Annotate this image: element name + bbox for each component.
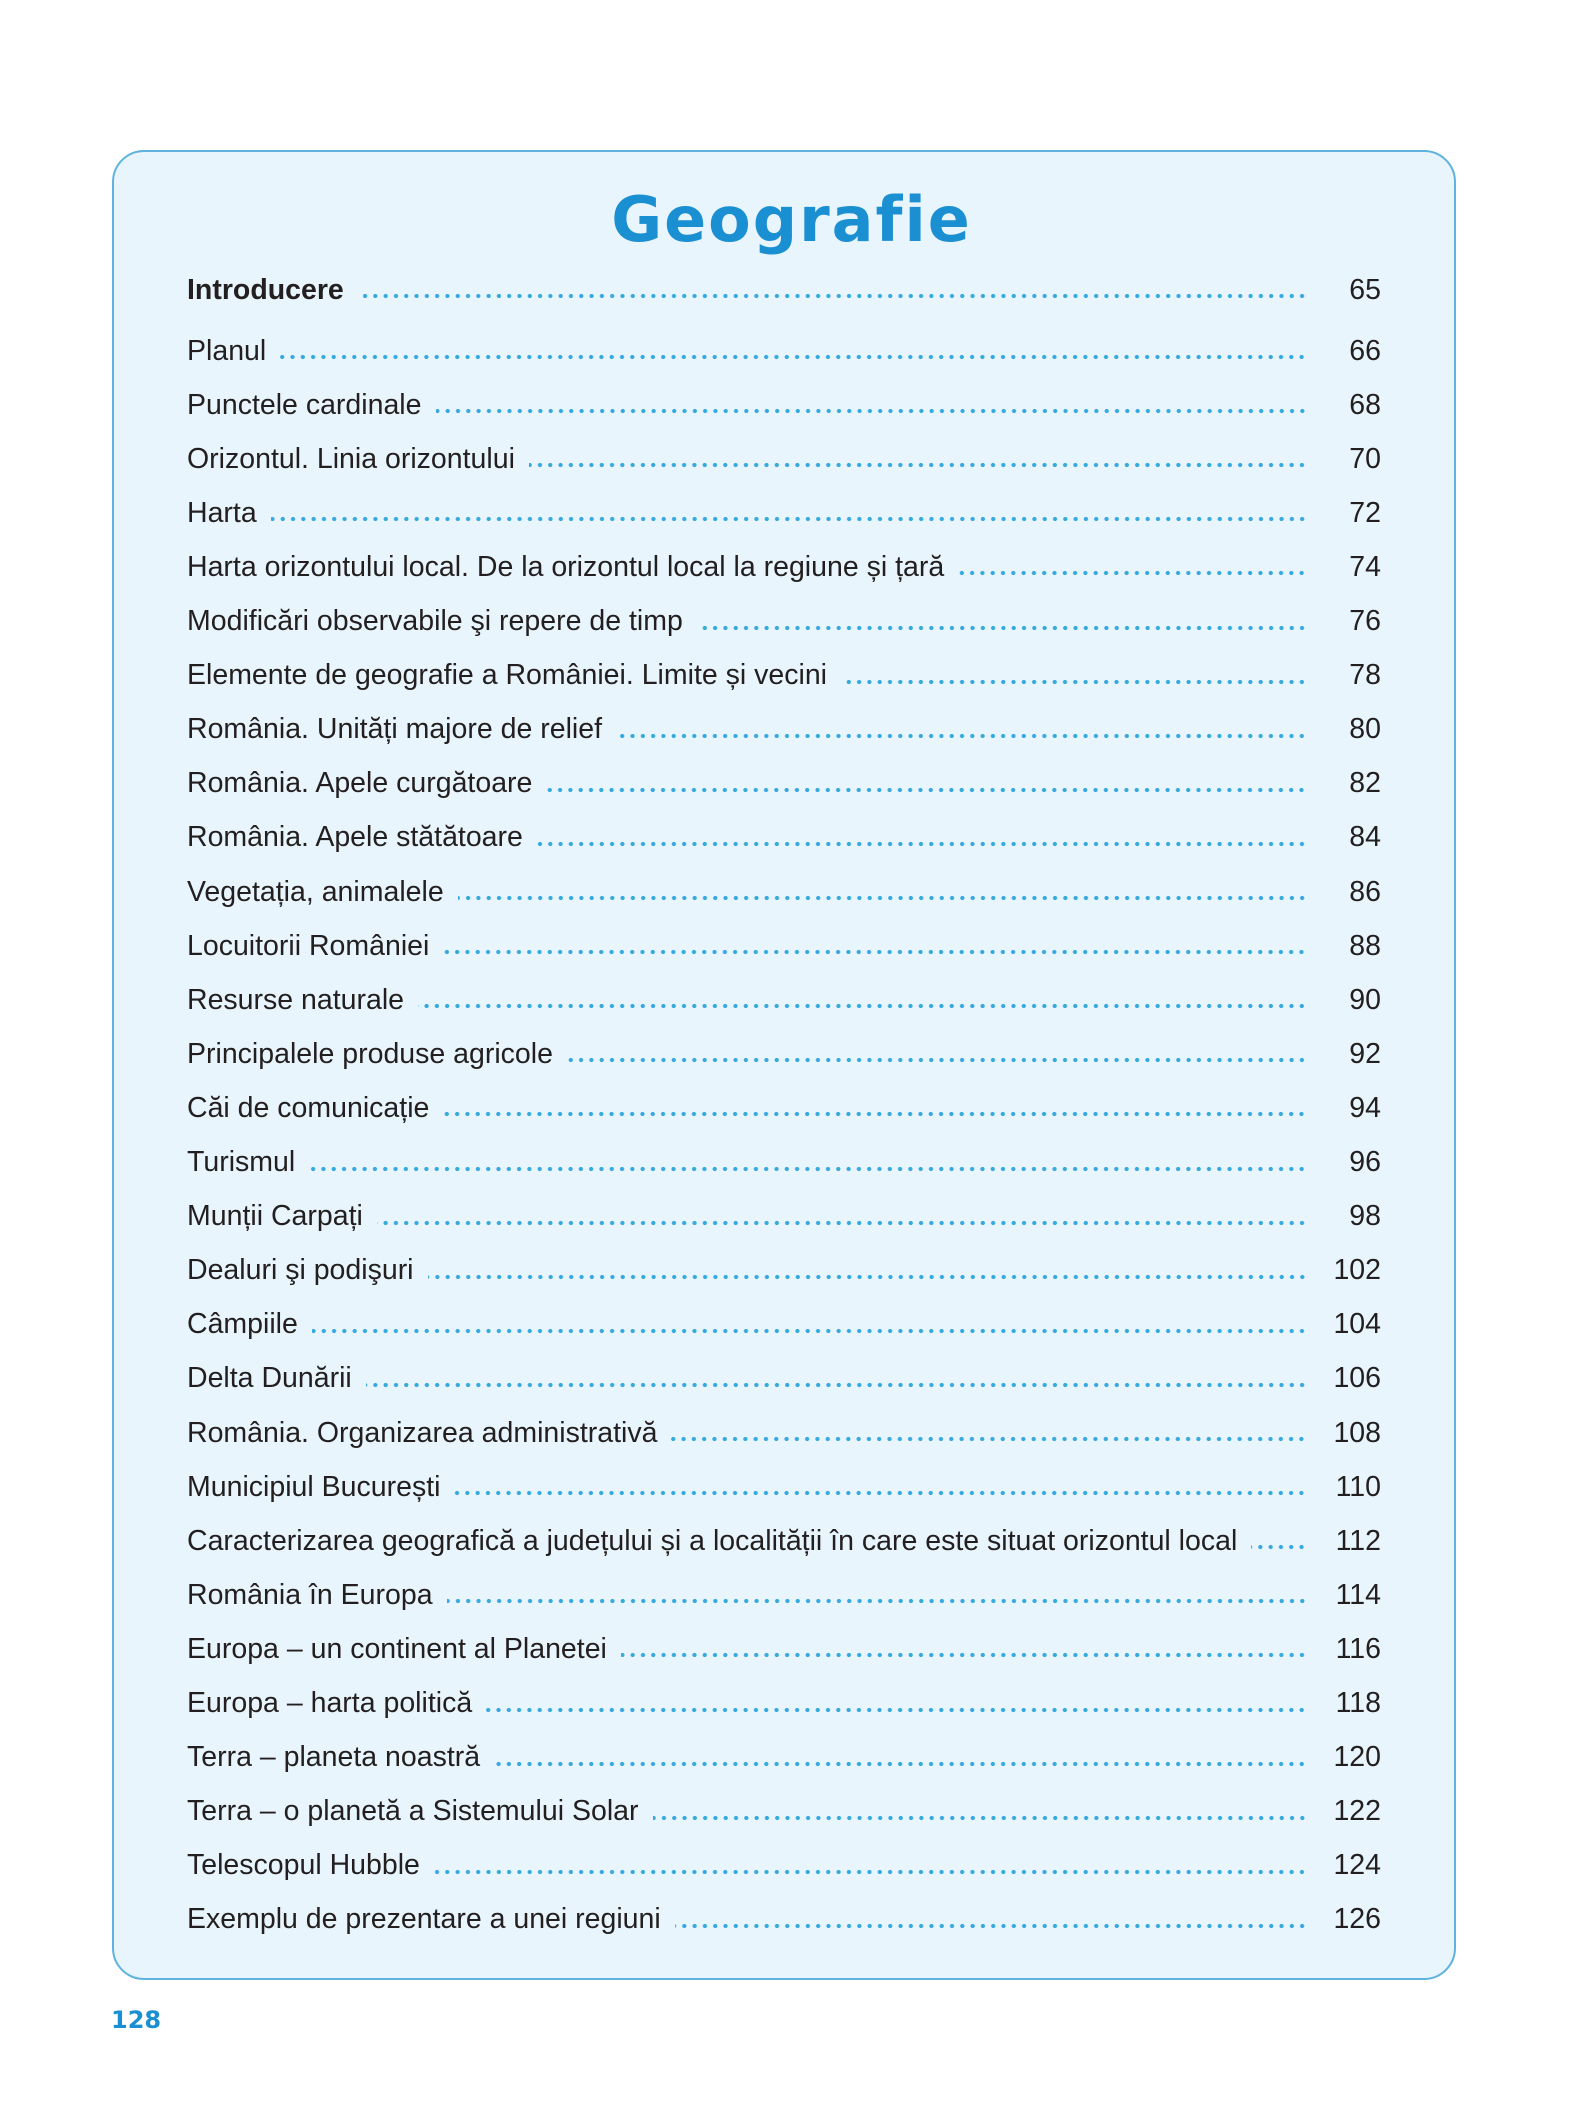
toc-entry-label: Municipiul București bbox=[187, 1470, 441, 1503]
dot-leader bbox=[271, 511, 1307, 527]
dot-leader bbox=[454, 1485, 1307, 1501]
toc-entry-label: Terra – planeta noastră bbox=[187, 1741, 481, 1774]
toc-entry-page: 72 bbox=[1349, 496, 1381, 529]
toc-entry-page: 86 bbox=[1349, 875, 1381, 908]
toc-entry[interactable] bbox=[187, 651, 1381, 701]
toc-entry[interactable] bbox=[187, 867, 1381, 917]
toc-entry-label: Caracterizarea geografică a județului și a localității în care este situat orizontul local bbox=[187, 1524, 1238, 1557]
toc-entry-label: Elemente de geografie a României. Limite și vecini bbox=[187, 659, 827, 692]
toc-entry[interactable] bbox=[187, 1570, 1381, 1620]
toc-entry-page: 90 bbox=[1349, 983, 1381, 1016]
toc-entry[interactable] bbox=[187, 488, 1381, 538]
toc-entry-page: 66 bbox=[1349, 334, 1381, 367]
dot-leader bbox=[312, 1323, 1307, 1339]
toc-entry[interactable] bbox=[187, 1408, 1381, 1458]
dot-leader bbox=[1251, 1539, 1307, 1555]
toc-entry[interactable] bbox=[187, 1246, 1381, 1296]
toc-entry[interactable] bbox=[187, 1841, 1381, 1891]
dot-leader bbox=[675, 1918, 1307, 1934]
toc-entry-label: Europa – harta politică bbox=[187, 1687, 473, 1719]
toc-entry-page: 80 bbox=[1349, 713, 1381, 746]
dot-leader bbox=[529, 457, 1307, 473]
toc-entry[interactable] bbox=[187, 921, 1381, 971]
dot-leader bbox=[377, 1215, 1307, 1231]
toc-entry[interactable] bbox=[187, 1354, 1381, 1404]
toc-entry-label: Punctele cardinale bbox=[187, 388, 422, 421]
toc-entry-page: 104 bbox=[1333, 1308, 1381, 1341]
toc-entry[interactable] bbox=[187, 1679, 1381, 1729]
toc-entry-label: Exemplu de prezentare a unei regiuni bbox=[187, 1903, 661, 1936]
dot-leader bbox=[621, 1647, 1307, 1663]
toc-entry-label: Câmpiile bbox=[187, 1308, 298, 1341]
toc-entry[interactable] bbox=[187, 1138, 1381, 1188]
footer-page-number: 128 bbox=[111, 2006, 162, 2034]
dot-leader bbox=[671, 1431, 1307, 1447]
dot-leader bbox=[428, 1269, 1307, 1285]
toc-entry-label: România în Europa bbox=[187, 1578, 433, 1611]
toc-entry-page: 110 bbox=[1335, 1470, 1381, 1503]
dot-leader bbox=[958, 565, 1307, 581]
toc-entry[interactable] bbox=[187, 1733, 1381, 1783]
toc-entry-page: 65 bbox=[1349, 273, 1381, 306]
dot-leader bbox=[494, 1756, 1307, 1772]
dot-leader bbox=[443, 944, 1307, 960]
dot-leader bbox=[280, 349, 1307, 365]
toc-entry-page: 102 bbox=[1333, 1254, 1381, 1287]
toc-entry-label: Europa – un continent al Planetei bbox=[187, 1632, 607, 1665]
toc-entry-label: Locuitorii României bbox=[187, 929, 430, 962]
dot-leader bbox=[434, 1864, 1307, 1880]
dot-leader bbox=[447, 1593, 1307, 1609]
toc-entry-label: Planul bbox=[187, 334, 267, 367]
toc-entry-page: 108 bbox=[1333, 1416, 1381, 1449]
toc-entry-label: România. Apele curgătoare bbox=[187, 767, 533, 800]
toc-entry[interactable] bbox=[187, 759, 1381, 809]
toc-entry[interactable] bbox=[187, 326, 1381, 376]
toc-entry-label: România. Organizarea administrativă bbox=[187, 1416, 658, 1449]
toc-entry[interactable] bbox=[187, 1787, 1381, 1837]
toc-entry-page: 126 bbox=[1333, 1903, 1381, 1936]
toc-entry[interactable] bbox=[187, 705, 1381, 755]
toc-entry[interactable] bbox=[187, 1029, 1381, 1079]
dot-leader bbox=[436, 403, 1308, 419]
toc-entry-label: Introducere bbox=[187, 273, 344, 306]
toc-entry-label: Dealuri şi podişuri bbox=[187, 1254, 414, 1287]
toc-entry-label: Turismul bbox=[187, 1146, 296, 1178]
dot-leader bbox=[366, 1377, 1307, 1393]
dot-leader bbox=[458, 890, 1307, 906]
dot-leader bbox=[486, 1702, 1307, 1718]
toc-entry-page: 70 bbox=[1349, 442, 1381, 475]
toc-entry[interactable] bbox=[187, 975, 1381, 1025]
dot-leader bbox=[546, 782, 1307, 798]
dot-leader bbox=[443, 1106, 1307, 1122]
toc-entry-label: Resurse naturale bbox=[187, 983, 405, 1016]
dot-leader bbox=[616, 728, 1307, 744]
toc-entry-page: 92 bbox=[1349, 1037, 1381, 1070]
dot-leader bbox=[537, 836, 1307, 852]
dot-leader bbox=[358, 288, 1307, 304]
toc-entry-page: 88 bbox=[1349, 929, 1381, 962]
toc-entry-page: 122 bbox=[1333, 1795, 1381, 1828]
toc-entry-label: Terra – o planetă a Sistemului Solar bbox=[187, 1795, 639, 1828]
toc-entry-page: 106 bbox=[1333, 1362, 1381, 1395]
toc-entry[interactable] bbox=[187, 1516, 1381, 1566]
dot-leader bbox=[697, 620, 1307, 636]
toc-entry[interactable] bbox=[187, 380, 1381, 430]
toc-entry-label: Căi de comunicație bbox=[187, 1091, 430, 1124]
toc-entry[interactable] bbox=[187, 1192, 1381, 1242]
toc-entry-label: Harta orizontului local. De la orizontul local la regiune și țară bbox=[187, 550, 945, 583]
toc-entry-page: 78 bbox=[1349, 659, 1381, 692]
toc-entry-page: 124 bbox=[1333, 1849, 1381, 1882]
toc-entry-page: 96 bbox=[1349, 1146, 1381, 1178]
toc-entry-page: 68 bbox=[1349, 388, 1381, 421]
toc-entry[interactable] bbox=[187, 1895, 1381, 1945]
toc-entry-page: 74 bbox=[1349, 550, 1381, 583]
toc-entry-label: România. Apele stătătoare bbox=[187, 821, 523, 854]
toc-entry[interactable] bbox=[187, 434, 1381, 484]
toc-entry-page: 76 bbox=[1349, 605, 1381, 637]
toc-entry-label: Orizontul. Linia orizontului bbox=[187, 442, 515, 475]
toc-entry-page: 118 bbox=[1335, 1687, 1381, 1719]
toc-entry-page: 116 bbox=[1335, 1632, 1381, 1665]
dot-leader bbox=[653, 1810, 1308, 1826]
toc-entry-label: Munții Carpați bbox=[187, 1200, 363, 1233]
toc-entry[interactable] bbox=[187, 1462, 1381, 1512]
toc-entry[interactable] bbox=[187, 1300, 1381, 1350]
toc-entry-page: 84 bbox=[1349, 821, 1381, 854]
toc-entry-label: Harta bbox=[187, 496, 257, 529]
dot-leader bbox=[567, 1052, 1307, 1068]
dot-leader bbox=[418, 998, 1307, 1014]
toc-entry-label: Telescopul Hubble bbox=[187, 1849, 420, 1882]
toc-entry-label: Principalele produse agricole bbox=[187, 1037, 553, 1070]
toc-entry-page: 114 bbox=[1335, 1578, 1381, 1611]
toc-entry[interactable] bbox=[187, 597, 1381, 647]
toc-entry-label: România. Unități majore de relief bbox=[187, 713, 603, 746]
toc-entry[interactable] bbox=[187, 813, 1381, 863]
toc-entry-label: Delta Dunării bbox=[187, 1362, 352, 1395]
toc-entry[interactable] bbox=[187, 1083, 1381, 1133]
toc-entry[interactable] bbox=[187, 542, 1381, 592]
toc-entry-page: 112 bbox=[1335, 1524, 1381, 1557]
toc-entry-page: 94 bbox=[1349, 1091, 1381, 1124]
section-title: Geografie bbox=[611, 183, 972, 256]
toc-entry-page: 82 bbox=[1349, 767, 1381, 800]
toc-entry-page: 98 bbox=[1349, 1200, 1381, 1233]
dot-leader bbox=[841, 674, 1307, 690]
toc-entry-label: Vegetația, animalele bbox=[187, 875, 444, 908]
toc-entry-intro[interactable] bbox=[187, 265, 1381, 315]
toc-entry[interactable] bbox=[187, 1624, 1381, 1674]
dot-leader bbox=[309, 1161, 1307, 1177]
toc-entry-page: 120 bbox=[1333, 1741, 1381, 1774]
toc-entry-label: Modificări observabile şi repere de timp bbox=[187, 605, 683, 637]
